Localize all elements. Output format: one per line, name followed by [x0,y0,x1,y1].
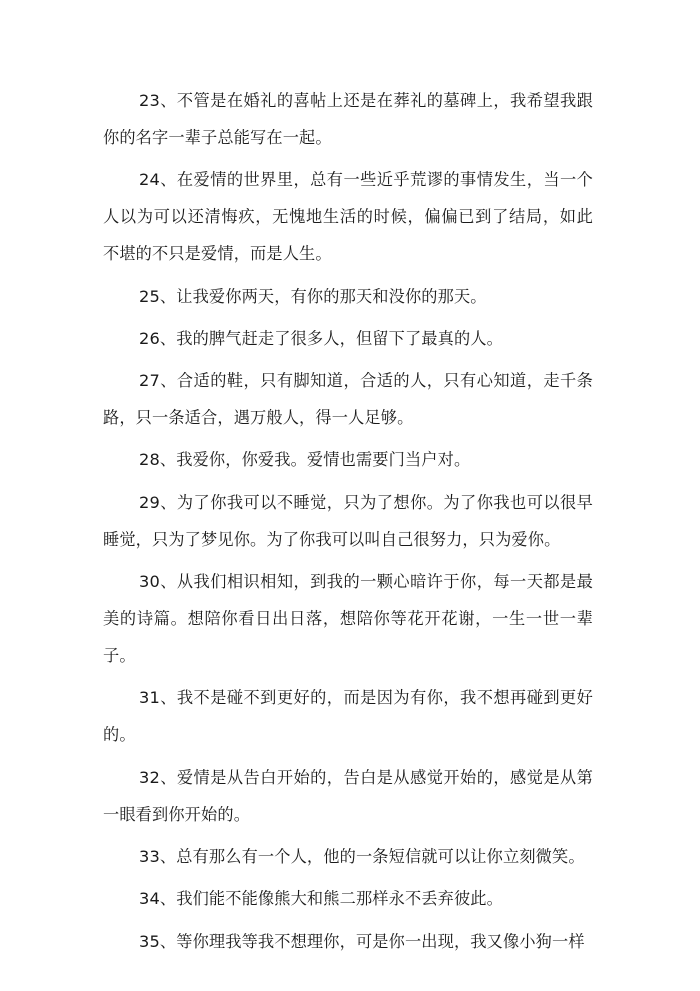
quote-paragraph-25: 25、让我爱你两天，有你的那天和没你的那天。 [139,286,487,306]
quote-paragraph-31: 31、我不是碰不到更好的，而是因为有你，我不想再碰到更好的。 [103,688,593,745]
quote-paragraph-26: 26、我的脾气赶走了很多人，但留下了最真的人。 [139,328,503,348]
quote-paragraph-34: 34、我们能不能像熊大和熊二那样永不丢弃彼此。 [139,889,503,909]
quote-paragraph-29: 29、为了你我可以不睡觉，只为了想你。为了你我也可以很早睡觉，只为了梦见你。为了你我可以叫自己很努力，只为爱你。 [103,492,593,549]
quote-paragraph-35: 35、等你理我等我不想理你，可是你一出现，我又像小狗一样 [139,931,585,951]
quote-paragraph-30: 30、从我们相识相知，到我的一颗心暗许于你，每一天都是最美的诗篇。想陪你看日出日落，想陪你等花开花谢，一生一世一辈子。 [103,572,593,666]
quote-paragraph-33: 33、总有那么有一个人，他的一条短信就可以让你立刻微笑。 [139,846,585,866]
quote-paragraph-28: 28、我爱你，你爱我。爱情也需要门当户对。 [139,450,471,470]
quote-paragraph-24: 24、在爱情的世界里，总有一些近乎荒谬的事情发生，当一个人以为可以还清悔疚，无愧地生活的时候，偏偏已到了结局，如此不堪的不只是爱情，而是人生。 [103,170,593,264]
document-body [103,82,593,965]
quote-paragraph-23: 23、不管是在婚礼的喜帖上还是在葬礼的墓碑上，我希望我跟你的名字一辈子总能写在一起。 [103,91,593,147]
quote-paragraph-32: 32、爱情是从告白开始的，告白是从感觉开始的，感觉是从第一眼看到你开始的。 [103,767,593,824]
quote-paragraph-27: 27、合适的鞋，只有脚知道，合适的人，只有心知道，走千条路，只一条适合，遇万般人，得一人足够。 [103,371,593,428]
